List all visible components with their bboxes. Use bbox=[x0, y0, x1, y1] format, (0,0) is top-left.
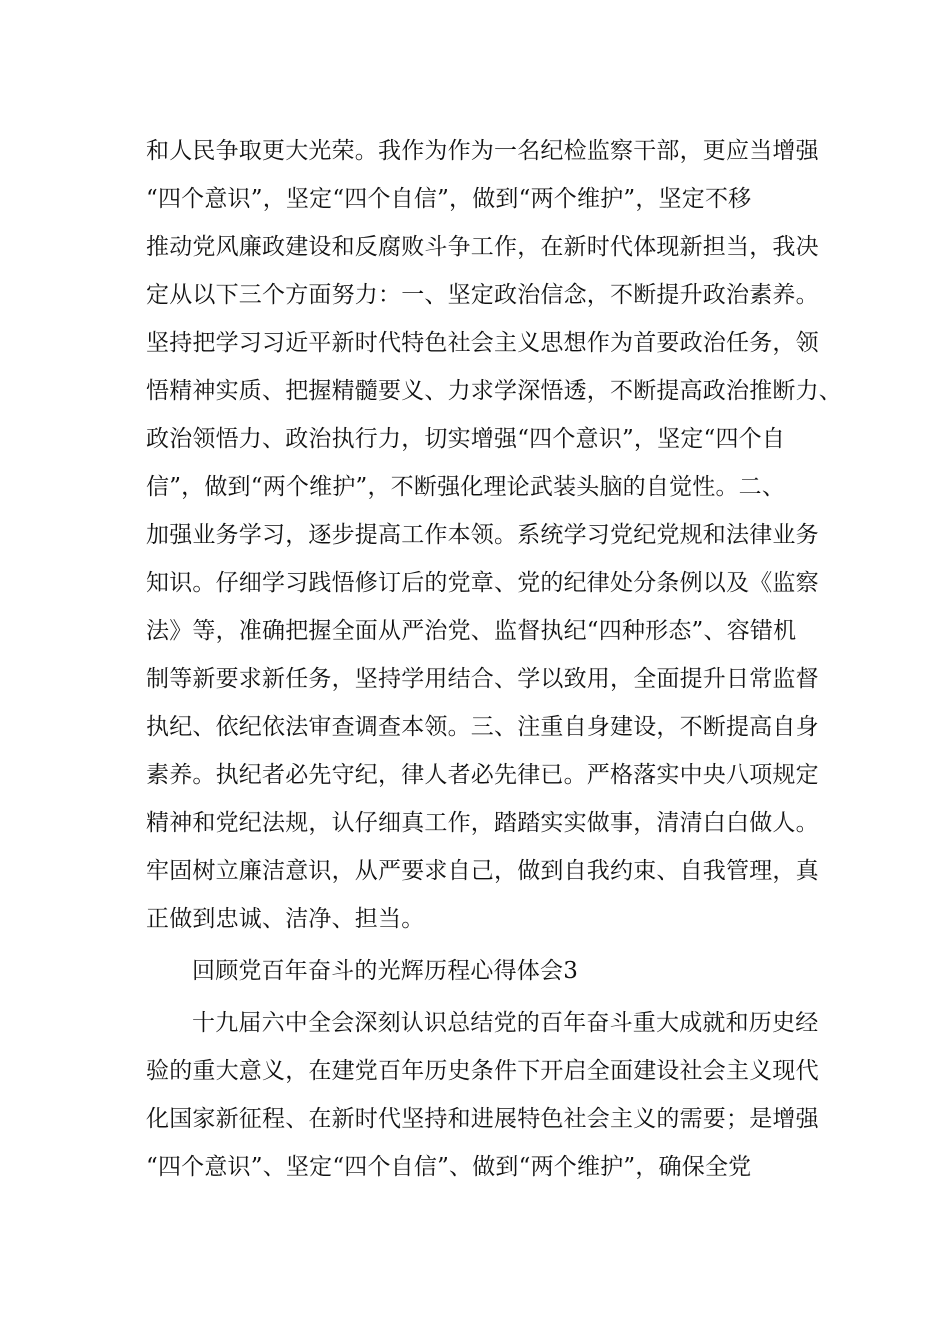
text-line: 加强业务学习，逐步提高工作本领。系统学习党纪党规和法律业务 bbox=[146, 522, 819, 548]
text-line: 十九届六中全会深刻认识总结党的百年奋斗重大成就和历史经 bbox=[192, 1010, 819, 1036]
text-line: 制等新要求新任务，坚持学用结合、学以致用，全面提升日常监督 bbox=[146, 666, 819, 692]
text-line: “四个意识”，坚定“四个自信”，做到“两个维护”，坚定不移 bbox=[146, 186, 752, 212]
text-line: 信”，做到“两个维护”，不断强化理论武装头脑的自觉性。二、 bbox=[146, 474, 786, 500]
text-line: 化国家新征程、在新时代坚持和进展特色社会主义的需要；是增强 bbox=[146, 1106, 819, 1132]
text-line: 和人民争取更大光荣。我作为作为一名纪检监察干部，更应当增强 bbox=[146, 138, 819, 164]
text-line: 悟精神实质、把握精髓要义、力求学深悟透，不断提高政治推断力、 bbox=[146, 378, 842, 404]
text-line: 知识。仔细学习践悟修订后的党章、党的纪律处分条例以及《监察 bbox=[146, 570, 819, 596]
text-line: 坚持把学习习近平新时代特色社会主义思想作为首要政治任务，领 bbox=[146, 330, 819, 356]
text-line: 验的重大意义，在建党百年历史条件下开启全面建设社会主义现代 bbox=[146, 1058, 819, 1084]
text-line: 执纪、依纪依法审查调查本领。三、注重自身建设，不断提高自身 bbox=[146, 714, 819, 740]
text-line: 牢固树立廉洁意识，从严要求自己，做到自我约束、自我管理，真 bbox=[146, 858, 819, 884]
text-line: 政治领悟力、政治执行力，切实增强“四个意识”，坚定“四个自 bbox=[146, 426, 786, 452]
text-line: 精神和党纪法规，认仔细真工作，踏踏实实做事，清清白白做人。 bbox=[146, 810, 819, 836]
text-line: 推动党风廉政建设和反腐败斗争工作，在新时代体现新担当，我决 bbox=[146, 234, 819, 260]
text-line: 定从以下三个方面努力：一、坚定政治信念，不断提升政治素养。 bbox=[146, 282, 819, 308]
text-line: “四个意识”、坚定“四个自信”、做到“两个维护”，确保全党 bbox=[146, 1154, 752, 1180]
text-line: 正做到忠诚、洁净、担当。 bbox=[146, 906, 425, 932]
text-line: 素养。执纪者必先守纪，律人者必先律已。严格落实中央八项规定 bbox=[146, 762, 819, 788]
section-heading: 回顾党百年奋斗的光辉历程心得体会3 bbox=[192, 958, 579, 984]
text-line: 法》等，准确把握全面从严治党、监督执纪“四种形态”、容错机 bbox=[146, 618, 797, 644]
